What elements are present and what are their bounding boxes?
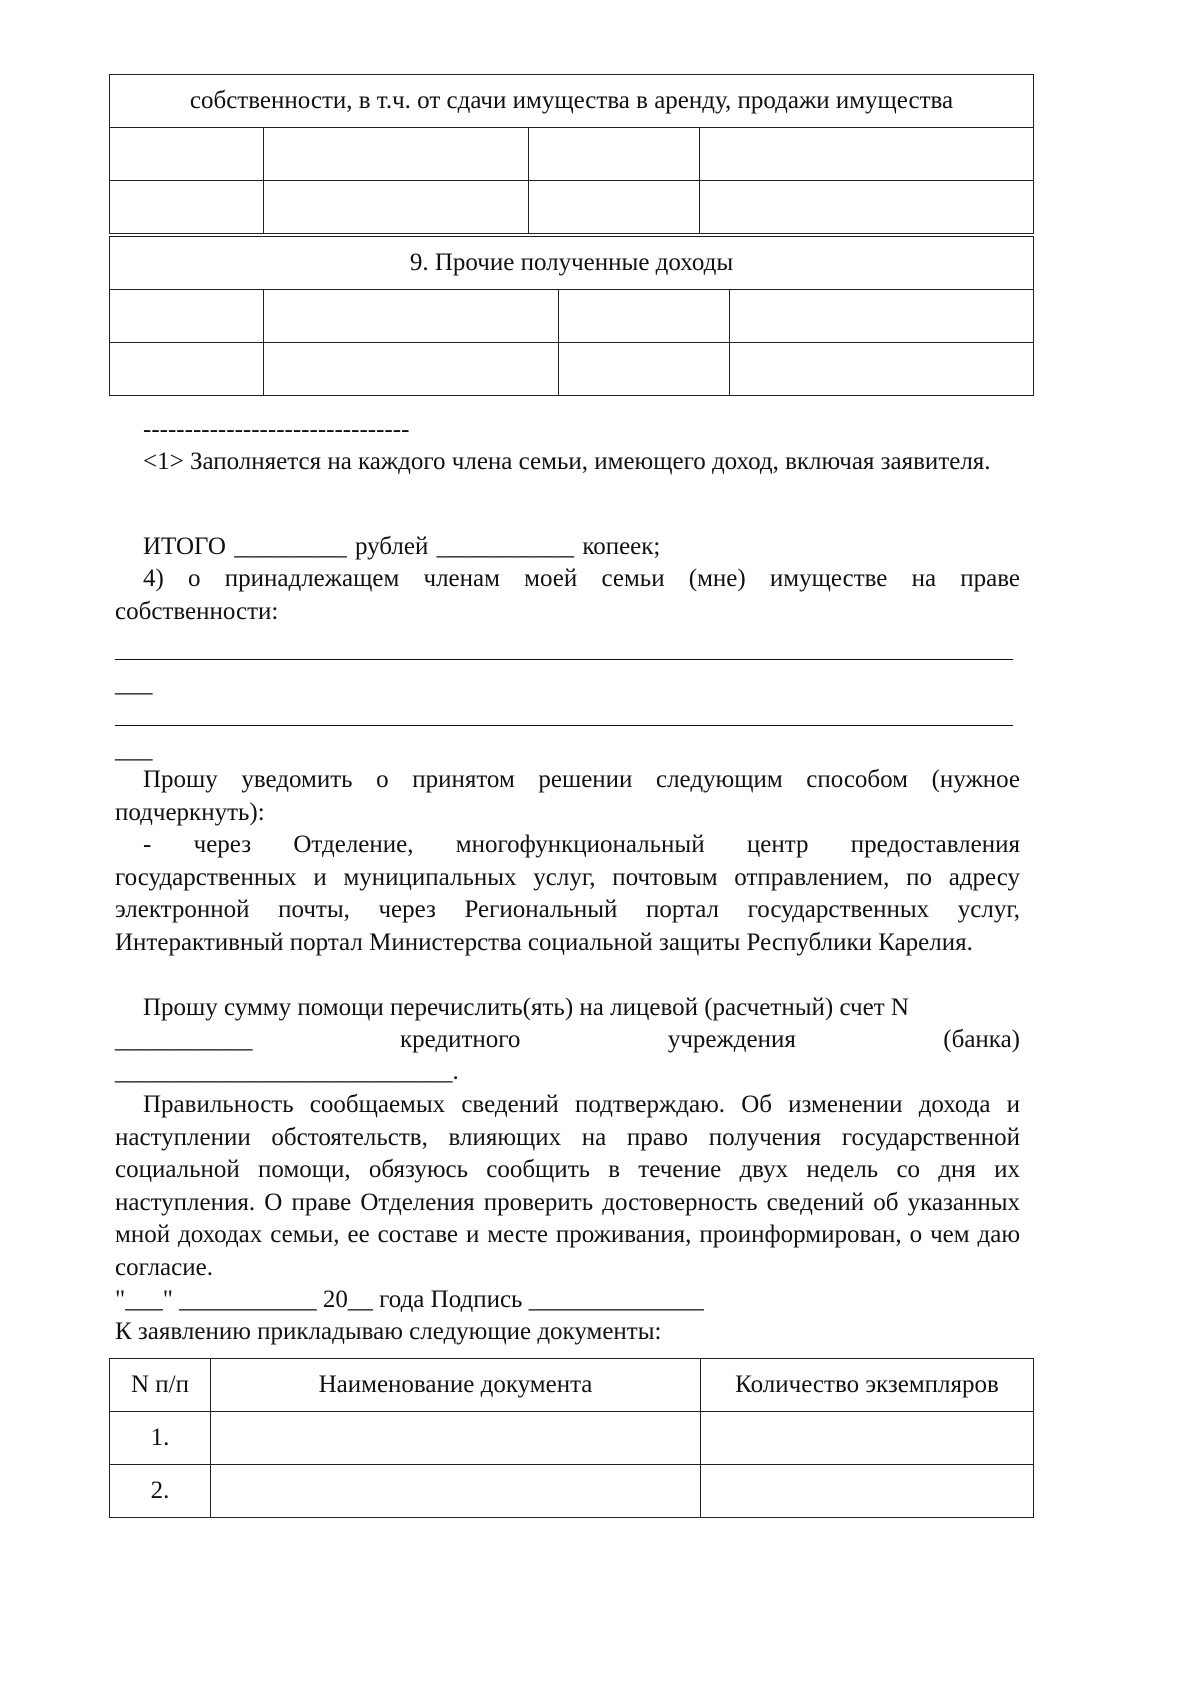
table-cell[interactable] bbox=[264, 128, 529, 181]
table-row bbox=[110, 128, 1034, 181]
payment-word: (банка) bbox=[943, 1026, 1020, 1053]
payment-word: кредитного bbox=[399, 1026, 521, 1053]
header-number: N п/п bbox=[110, 1359, 211, 1412]
footnote-text: <1> Заполняется на каждого члена семьи, имеющего доход, включая заявителя. bbox=[143, 448, 991, 475]
table-cell-property-income: собственности, в т.ч. от сдачи имущества в аренду, продажи имущества bbox=[110, 75, 1034, 128]
table-cell[interactable] bbox=[264, 290, 559, 343]
table-cell[interactable] bbox=[529, 128, 700, 181]
table-cell[interactable] bbox=[264, 343, 559, 396]
table-cell[interactable] bbox=[730, 343, 1034, 396]
table-cell[interactable] bbox=[110, 290, 264, 343]
rubles-blank[interactable]: _________ bbox=[234, 533, 347, 560]
table-cell[interactable] bbox=[700, 128, 1034, 181]
total-label: ИТОГО bbox=[143, 533, 226, 560]
document-name-cell[interactable] bbox=[211, 1465, 701, 1518]
row-number: 1. bbox=[110, 1412, 211, 1465]
total-line bbox=[143, 531, 660, 563]
notify-text: Прошу уведомить о принятом решении следующим способом (нужное подчеркнуть): bbox=[115, 766, 1020, 826]
row-number: 2. bbox=[110, 1465, 211, 1518]
table-row bbox=[110, 1465, 1034, 1518]
table-cell[interactable] bbox=[700, 181, 1034, 234]
table-row bbox=[110, 75, 1034, 128]
kopecks-label: копеек; bbox=[582, 533, 661, 560]
section-heading-other-income: 9. Прочие полученные доходы bbox=[110, 237, 1034, 290]
table-cell[interactable] bbox=[730, 290, 1034, 343]
property-fill-line[interactable] bbox=[115, 725, 1013, 726]
table-cell[interactable] bbox=[559, 343, 730, 396]
bank-blank[interactable]: ___________________________. bbox=[115, 1058, 459, 1085]
table-row bbox=[110, 290, 1034, 343]
property-fill-line[interactable] bbox=[115, 659, 1013, 660]
account-blank[interactable]: ___________ bbox=[115, 1026, 253, 1053]
notify-options: - через Отделение, многофункциональный центр предоставления государственных и муниципальных услуг, почтовым отправлением, по адресу электронной почты, через Региональный портал государственных услуг, Интерактивный портал Министерства социальной защиты Республики Карелия. bbox=[115, 831, 1020, 956]
table-row bbox=[110, 181, 1034, 234]
table-cell[interactable] bbox=[110, 128, 264, 181]
table-cell[interactable] bbox=[529, 181, 700, 234]
rubles-label: рублей bbox=[354, 533, 429, 560]
footnote-divider: -------------------------------- bbox=[143, 416, 410, 443]
payment-word: учреждения bbox=[667, 1026, 796, 1053]
table-row bbox=[110, 1412, 1034, 1465]
documents-intro: К заявлению прикладываю следующие документы: bbox=[115, 1318, 662, 1345]
document-name-cell[interactable] bbox=[211, 1412, 701, 1465]
table-cell[interactable] bbox=[110, 181, 264, 234]
confirm-text: Правильность сообщаемых сведений подтверждаю. Об изменении дохода и наступлении обстоятельств, влияющих на право получения государственной социальной помощи, обязуюсь сообщить в течение двух недель со дня их наступления. О праве Отделения проверить достоверность сведений об указанных мной доходах семьи, ее составе и месте проживания, проинформирован, о чем даю согласие. bbox=[115, 1091, 1020, 1281]
property-fill-line-end[interactable]: ___ bbox=[115, 736, 153, 763]
property-fill-line-end[interactable]: ___ bbox=[115, 670, 153, 697]
copies-cell[interactable] bbox=[701, 1465, 1034, 1518]
table-cell[interactable] bbox=[110, 343, 264, 396]
date-signature-line[interactable]: "___" ___________ 20__ года Подпись ______________ bbox=[115, 1286, 704, 1313]
header-document-name: Наименование документа bbox=[211, 1359, 701, 1412]
payment-text: Прошу сумму помощи перечислить(ять) на лицевой (расчетный) счет N bbox=[143, 994, 909, 1021]
documents-table bbox=[109, 1358, 1034, 1518]
table-row bbox=[110, 343, 1034, 396]
header-copies: Количество экземпляров bbox=[701, 1359, 1034, 1412]
table-cell[interactable] bbox=[559, 290, 730, 343]
kopecks-blank[interactable]: ___________ bbox=[436, 533, 575, 560]
copies-cell[interactable] bbox=[701, 1412, 1034, 1465]
payment-bank-line bbox=[115, 1024, 1020, 1057]
table-header-row bbox=[110, 1359, 1034, 1412]
income-table-top bbox=[109, 74, 1034, 234]
table-cell[interactable] bbox=[264, 181, 529, 234]
income-table-section9 bbox=[109, 236, 1034, 396]
property-text: 4) о принадлежащем членам моей семьи (мне) имуществе на праве собственности: bbox=[115, 565, 1020, 625]
table-row bbox=[110, 237, 1034, 290]
